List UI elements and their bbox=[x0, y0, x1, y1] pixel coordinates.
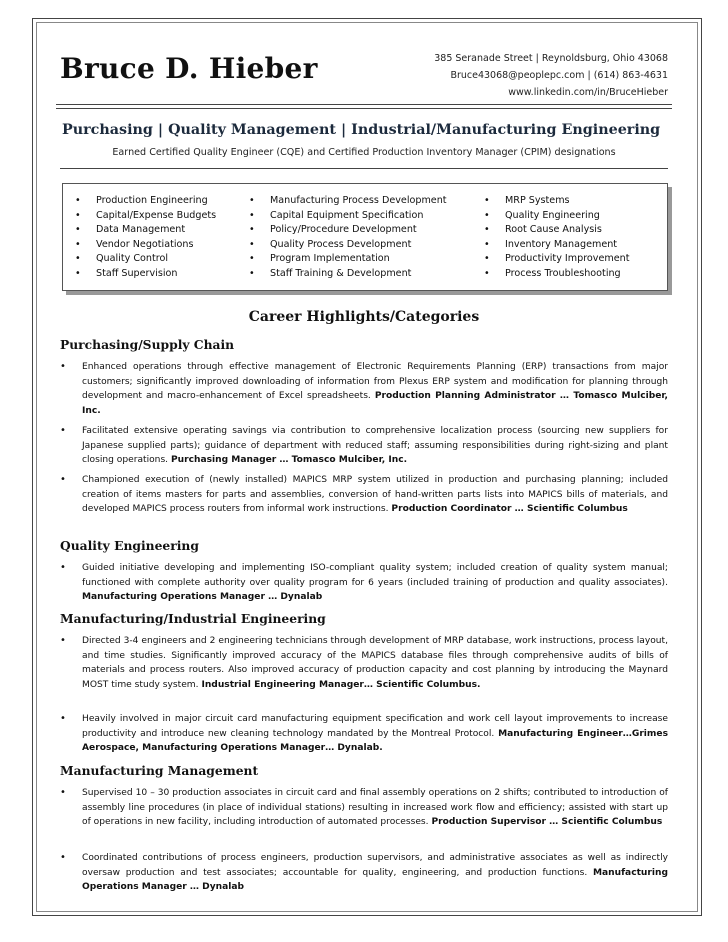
category-heading-purchasing: Purchasing/Supply Chain bbox=[60, 337, 235, 352]
skill-item: • Process Troubleshooting bbox=[480, 267, 629, 282]
skills-column-3 bbox=[480, 194, 629, 282]
skill-item: • Data Management bbox=[71, 223, 216, 238]
highlight-role: Manufacturing Operations Manager … Dynalab bbox=[82, 592, 323, 602]
highlight-bullet bbox=[82, 473, 668, 517]
skill-item: • Quality Engineering bbox=[480, 209, 629, 224]
certifications-line: Earned Certified Quality Engineer (CQE) and Certified Production Inventory Manager (CPIM) designations bbox=[112, 147, 616, 158]
highlight-bullet bbox=[82, 786, 668, 830]
highlight-bullet bbox=[82, 851, 668, 895]
highlight-text: Guided initiative developing and implementing ISO-compliant quality system; included creation of quality system manual; functioned with complete authority over quality program for 6 years (included training of production and quality associates). bbox=[82, 563, 668, 588]
email-phone: Bruce43068@peoplepc.com | (614) 863-4631 bbox=[450, 70, 668, 81]
contact-block bbox=[434, 50, 668, 101]
skill-item: • Inventory Management bbox=[480, 238, 629, 253]
highlight-bullet bbox=[82, 561, 668, 605]
highlight-bullet bbox=[82, 424, 668, 468]
skills-column-2 bbox=[245, 194, 447, 282]
skill-item: • Productivity Improvement bbox=[480, 252, 629, 267]
core-skills-box bbox=[62, 183, 668, 291]
highlight-role: Production Coordinator … Scientific Columbus bbox=[391, 504, 628, 514]
highlight-role: Purchasing Manager … Tomasco Mulciber, Inc. bbox=[170, 455, 408, 465]
category-heading-manufacturing-management: Manufacturing Management bbox=[60, 763, 259, 778]
highlight-role: Production Supervisor … Scientific Columbus bbox=[431, 817, 663, 827]
skill-item: • Staff Supervision bbox=[71, 267, 216, 282]
highlight-text: Enhanced operations through effective management of Electronic Requirements Planning (ERP) transactions from major customers; significantly improved downloading of information from Plexus ERP system and modification for planning through development and macro-enhancement of Excel spreadsheets. bbox=[82, 362, 668, 401]
candidate-name: Bruce D. Hieber bbox=[60, 52, 318, 85]
skill-item: • Root Cause Analysis bbox=[480, 223, 629, 238]
highlight-bullet bbox=[82, 634, 668, 692]
highlight-text: Supervised 10 – 30 production associates in circuit card and final assembly operations on 2 shifts; contributed to introduction of assembly line procedures (in place of individual stations) resulting in increased work flow and efficiency; assisted with start up of operations in new facility, including introduction of automated processes. bbox=[82, 788, 668, 827]
highlight-bullet bbox=[82, 360, 668, 418]
professional-headline: Purchasing | Quality Management | Industrial/Manufacturing Engineering bbox=[62, 122, 661, 138]
category-heading-manufacturing-engineering: Manufacturing/Industrial Engineering bbox=[60, 611, 326, 626]
header-divider-secondary bbox=[56, 108, 672, 109]
highlight-role: Manufacturing Operations Manager … Dynalab bbox=[82, 867, 668, 892]
headline-divider bbox=[60, 168, 668, 169]
highlight-text: Coordinated contributions of process engineers, production supervisors, and administrative associates as well as indirectly oversaw production and test associates; accountable for quality, engineering, and production functions. bbox=[82, 853, 668, 878]
highlight-text: Heavily involved in major circuit card manufacturing equipment specification and work cell layout improvements to increase productivity and introduce new cleaning technology mandated by the Montreal Protocol. bbox=[82, 714, 668, 739]
highlight-text: Championed execution of (newly installed) MAPICS MRP system utilized in production and purchasing planning; included creation of items masters for parts and assemblies, conversion of hand-written parts lists into MAPICS bills of materials, and developed MAPICS process routers from informal work instructions. bbox=[82, 475, 668, 514]
skill-item: • Quality Control bbox=[71, 252, 216, 267]
skill-item: • Production Engineering bbox=[71, 194, 216, 209]
skill-item: • Capital/Expense Budgets bbox=[71, 209, 216, 224]
address: 385 Seranade Street | Reynoldsburg, Ohio 43068 bbox=[434, 53, 668, 64]
skill-item: • Capital Equipment Specification bbox=[245, 209, 447, 224]
highlight-text: Directed 3-4 engineers and 2 engineering technicians through development of MRP database, work instructions, process layout, and time studies. Significantly improved accuracy of the MAPICS database files through comprehensive audits of bills of materials and process routers. Also improved accuracy of production capacity and cost planning by introducing the Maynard MOST time study system. bbox=[82, 636, 668, 690]
highlight-role: Industrial Engineering Manager… Scientific Columbus. bbox=[201, 679, 481, 690]
skill-item: • Quality Process Development bbox=[245, 238, 447, 253]
highlight-text: Facilitated extensive operating savings via contribution to comprehensive localization process (sourcing new suppliers for Japanese supplied parts); guidance of department with reduced staff; assuming responsibilities during right-sizing and plant closing operations. bbox=[82, 426, 668, 465]
skill-item: • Staff Training & Development bbox=[245, 267, 447, 282]
skill-item: • Policy/Procedure Development bbox=[245, 223, 447, 238]
skill-item: • Program Implementation bbox=[245, 252, 447, 267]
linkedin-url[interactable]: www.linkedin.com/in/BruceHieber bbox=[508, 87, 668, 98]
highlight-bullet bbox=[82, 712, 668, 756]
category-heading-quality: Quality Engineering bbox=[60, 538, 199, 553]
career-highlights-heading: Career Highlights/Categories bbox=[248, 309, 480, 325]
skill-item: • Manufacturing Process Development bbox=[245, 194, 447, 209]
highlight-role: Production Planning Administrator … Tomasco Mulciber, Inc. bbox=[82, 391, 668, 416]
header-divider bbox=[56, 104, 672, 105]
highlight-role: Manufacturing Engineer…Grimes Aerospace, Manufacturing Operations Manager… Dynalab. bbox=[82, 728, 668, 753]
skills-column-1 bbox=[71, 194, 216, 282]
skill-item: • Vendor Negotiations bbox=[71, 238, 216, 253]
skill-item: • MRP Systems bbox=[480, 194, 629, 209]
